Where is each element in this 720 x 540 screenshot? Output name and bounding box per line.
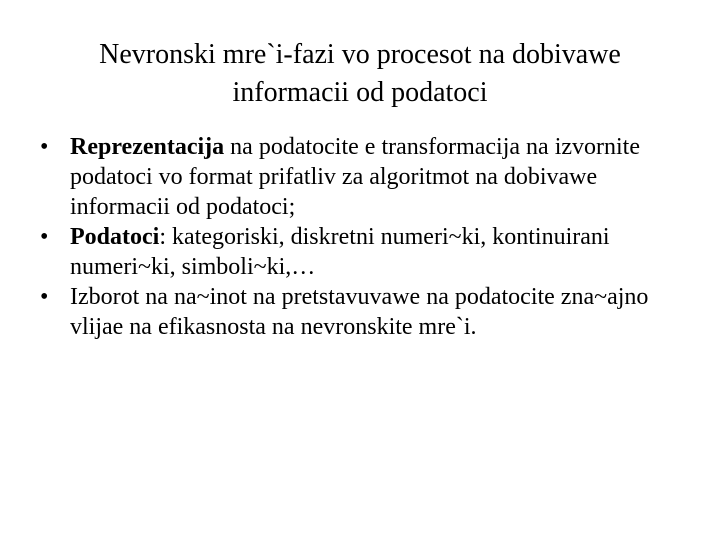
bullet-item-representation	[36, 132, 696, 222]
bullet-icon: •	[40, 224, 49, 250]
bullet-item-choice	[36, 282, 696, 342]
bullet-icon: •	[40, 134, 49, 160]
slide-title-line-1: Nevronski mre`i-fazi vo procesot na dobivawe	[99, 39, 621, 70]
bullet-list	[36, 132, 696, 342]
slide-title-line-2: informacii od podatoci	[232, 77, 488, 108]
slide-title	[36, 36, 684, 112]
bullet-icon: •	[40, 284, 49, 310]
bullet-text: na podatocite e transformacija na izvornite podatoci vo format prifatliv za algoritmot na dobivawe informacii od podatoci;	[70, 134, 640, 220]
bullet-text: Izborot na na~inot na pretstavuvawe na podatocite zna~ajno vlijae na efikasnosta na nevronskite mre`i.	[70, 284, 649, 340]
bullet-text: : kategoriski, diskretni numeri~ki, kontinuirani numeri~ki, simboli~ki,…	[70, 224, 610, 280]
bullet-term: Reprezentacija	[70, 134, 225, 160]
bullet-term: Podatoci	[70, 224, 160, 250]
bullet-item-data	[36, 222, 696, 282]
